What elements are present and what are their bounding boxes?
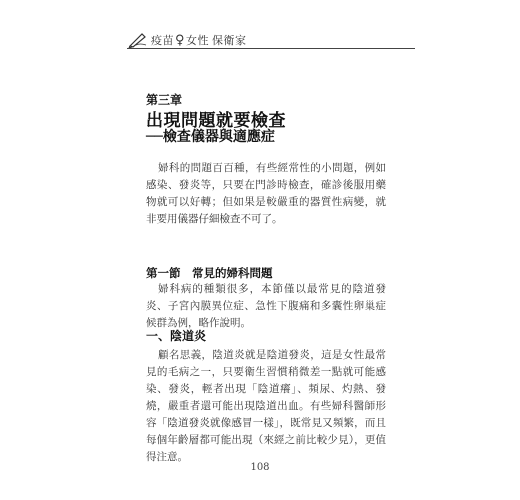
chapter-label: 第三章 xyxy=(146,93,183,107)
pen-icon xyxy=(128,32,148,48)
header-title-part3: 保衛家 xyxy=(212,34,247,47)
subsection-paragraph: 顧名思義，陰道炎就是陰道發炎，這是女性最常見的毛病之一，只要衛生習慣稍微差一點就可能感染、發炎，輕者出現「陰道癢」、頻尿、灼熱、發燒，嚴重者還可能出現陰道出血。有些婦科醫師形容「陰道發炎就像感冒一樣」，既常見又頻繁，而且每個年齡層都可能出現（來經之前比較少見），更值得注意。 xyxy=(146,349,386,463)
header-rule xyxy=(127,48,415,49)
section-paragraph: 婦科病的種類很多，本節僅以最常見的陰道發炎、子宮內膜異位症、急性下腹痛和多囊性卵巢症候群為例，略作說明。 xyxy=(146,283,386,329)
header-title-part2: 女性 xyxy=(186,34,210,47)
female-symbol-icon: ♀ xyxy=(175,32,186,48)
section-title: 第一節 常見的婦科問題 xyxy=(146,266,273,280)
header-title-part1: 疫苗 xyxy=(151,34,174,47)
page-number: 108 xyxy=(250,462,270,473)
running-header xyxy=(128,32,247,48)
chapter-subtitle: ──檢查儀器與適應症 xyxy=(146,129,275,145)
subsection-title: 一、陰道炎 xyxy=(146,329,207,343)
chapter-title: 出現問題就要檢查 xyxy=(146,111,286,131)
intro-paragraph: 婦科的問題百百種，有些經常性的小問題，例如感染、發炎等，只要在門診時檢查，確診後服用藥物就可以好轉；但如果是較嚴重的器質性病變，就非要用儀器仔細檢查不可了。 xyxy=(146,162,386,225)
